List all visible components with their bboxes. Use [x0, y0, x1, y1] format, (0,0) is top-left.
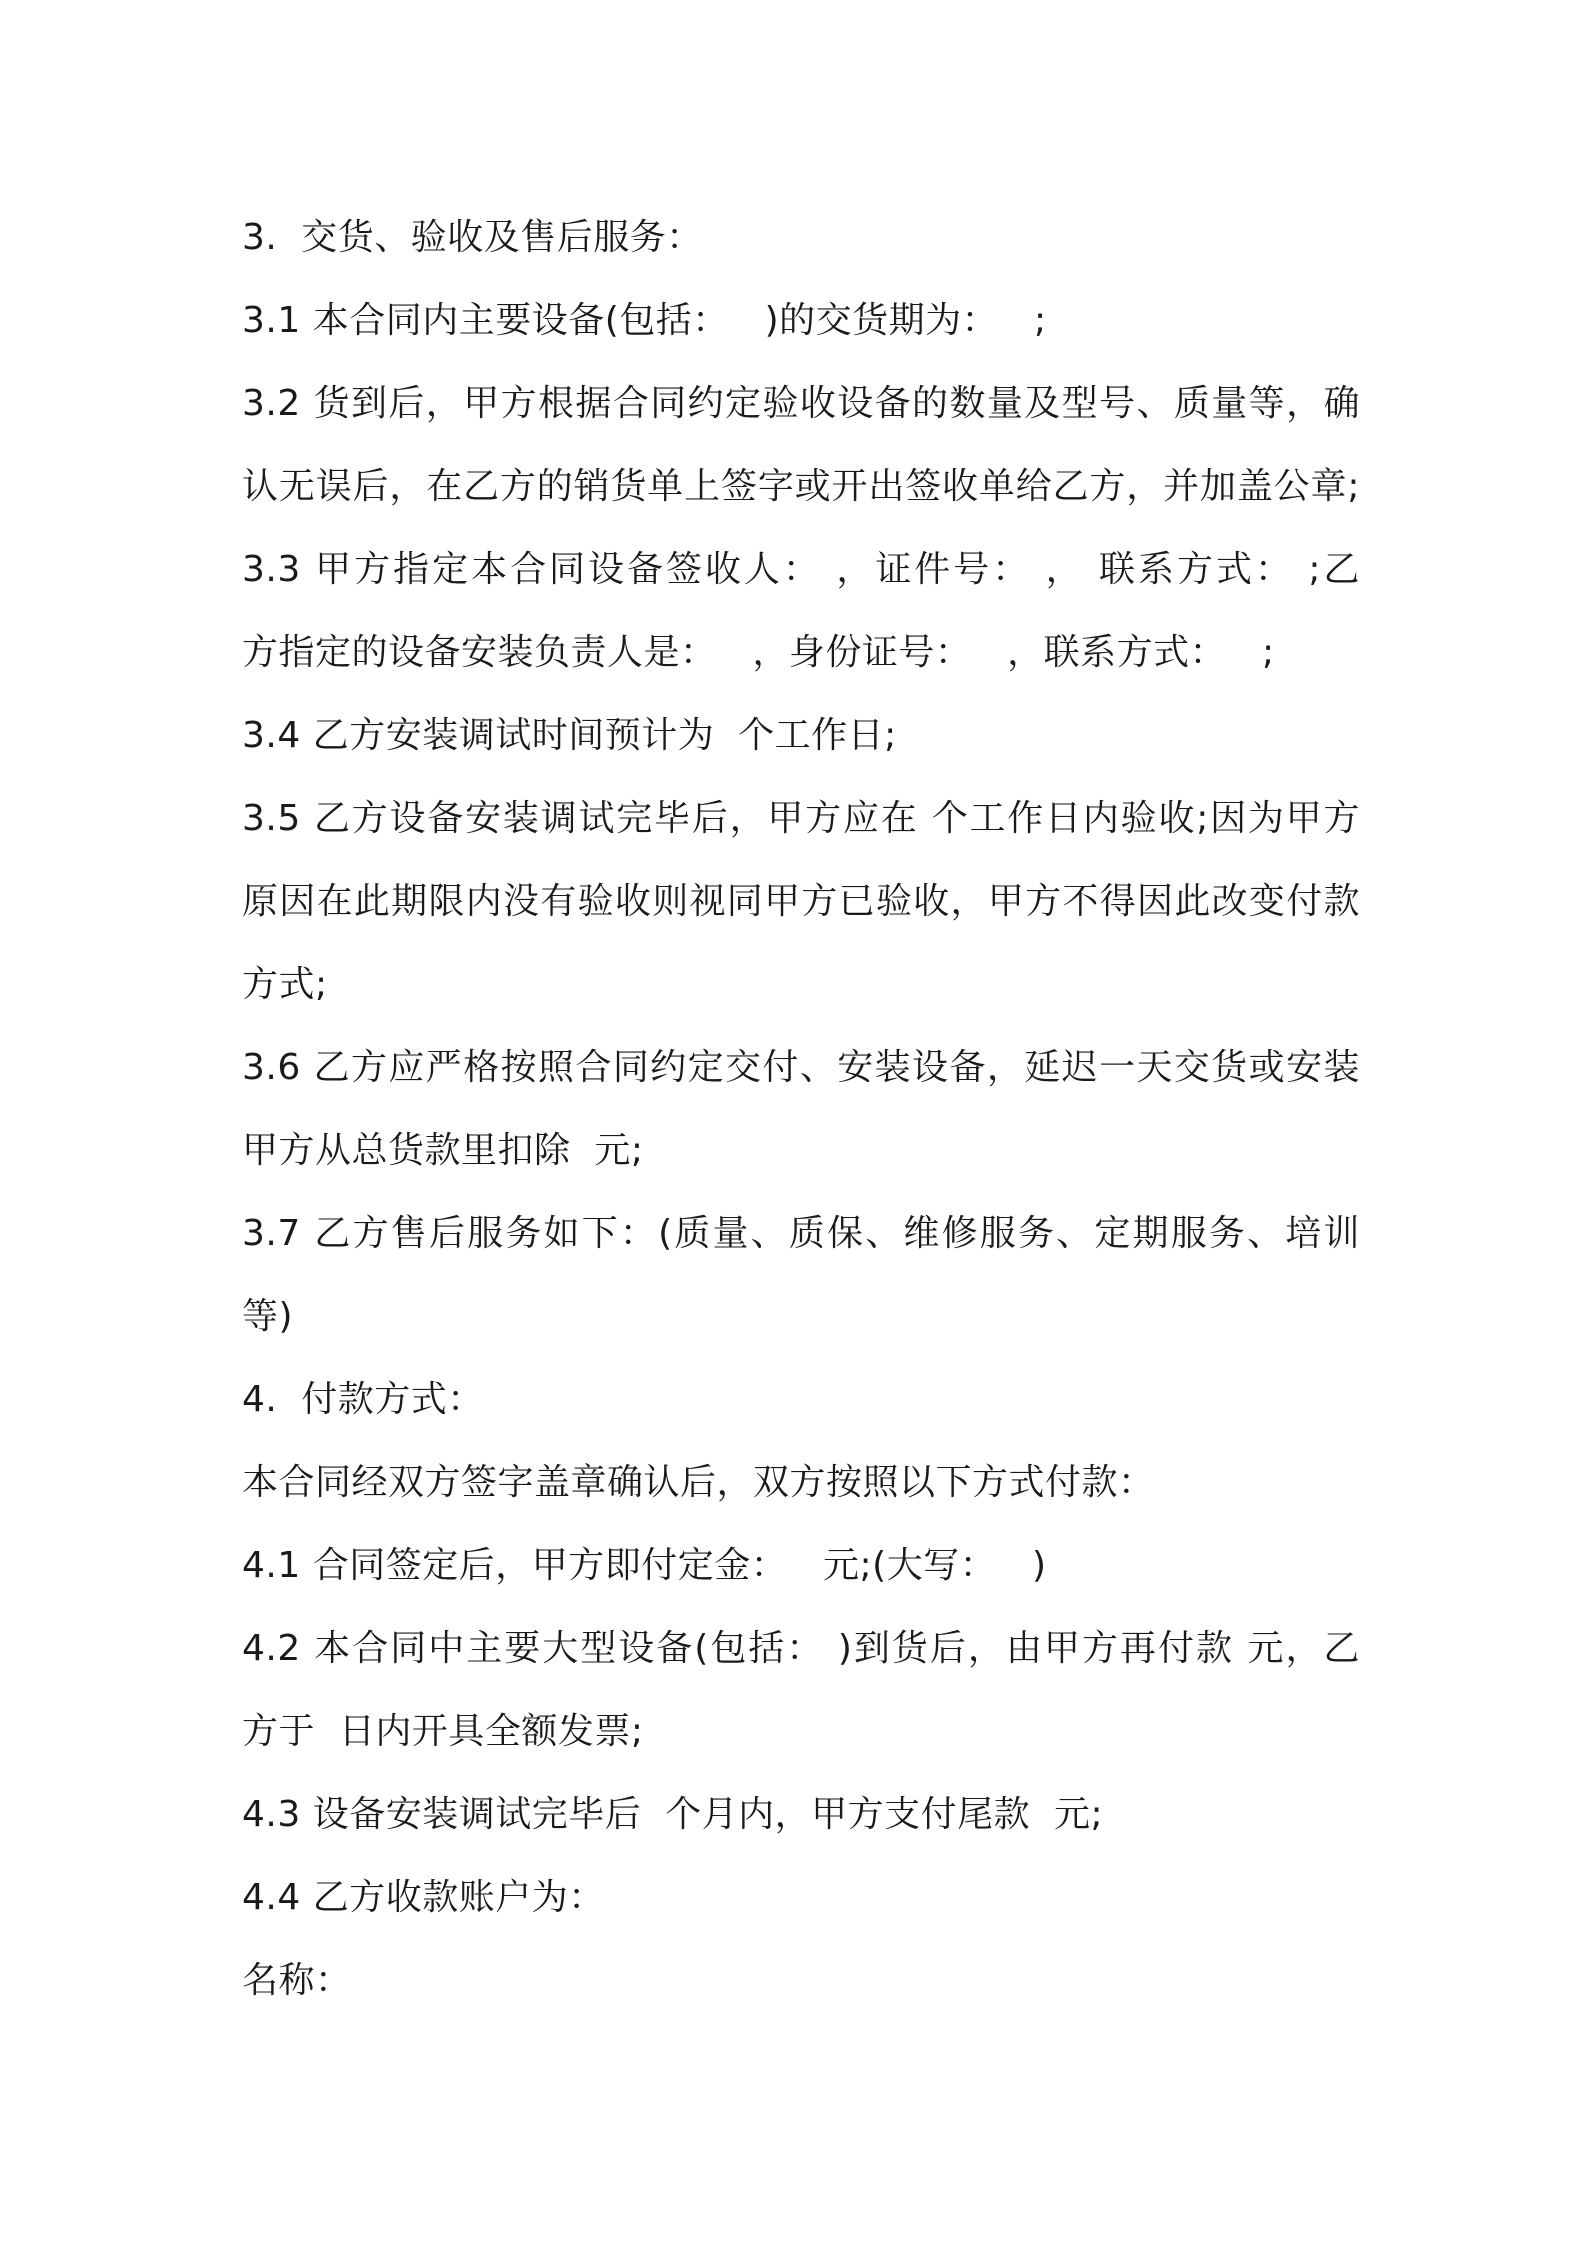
- clause-3-6-line-1: 3.6 乙方应严格按照合同约定交付、安装设备，延迟一天交货或安装: [242, 1047, 1360, 1088]
- clause-4-1: 4.1 合同签定后，甲方即付定金： 元;(大写： ): [242, 1545, 1047, 1586]
- section-3-heading: 3. 交货、验收及售后服务：: [242, 217, 703, 258]
- section-4-heading: 4. 付款方式：: [242, 1379, 484, 1420]
- clause-4-3: 4.3 设备安装调试完毕后 个月内，甲方支付尾款 元;: [242, 1794, 1104, 1835]
- clause-4-2-line-1: 4.2 本合同中主要大型设备(包括： )到货后，由甲方再付款 元，乙: [242, 1628, 1360, 1669]
- clause-3-3-line-2: 方指定的设备安装负责人是： ，身份证号： ，联系方式： ;: [242, 632, 1275, 673]
- document-body: [242, 196, 1360, 2022]
- clause-3-4: 3.4 乙方安装调试时间预计为 个工作日;: [242, 715, 897, 756]
- clause-4-2-line-2: 方于 日内开具全额发票;: [242, 1711, 644, 1752]
- clause-3-2-line-1: 3.2 货到后，甲方根据合同约定验收设备的数量及型号、质量等，确: [242, 383, 1360, 424]
- clause-3-5-line-3: 方式;: [242, 964, 328, 1005]
- account-name-label: 名称：: [242, 1960, 352, 2001]
- clause-3-2-line-2: 认无误后，在乙方的销货单上签字或开出签收单给乙方，并加盖公章;: [242, 466, 1360, 507]
- section-4-intro: 本合同经双方签字盖章确认后，双方按照以下方式付款：: [242, 1462, 1155, 1503]
- clause-3-7-line-1: 3.7 乙方售后服务如下：(质量、质保、维修服务、定期服务、培训: [242, 1213, 1360, 1254]
- clause-3-1: 3.1 本合同内主要设备(包括： )的交货期为： ;: [242, 300, 1047, 341]
- clause-4-4: 4.4 乙方收款账户为：: [242, 1877, 605, 1918]
- clause-3-6-line-2: 甲方从总货款里扣除 元;: [242, 1130, 644, 1171]
- clause-3-5-line-2: 原因在此期限内没有验收则视同甲方已验收，甲方不得因此改变付款: [242, 881, 1360, 922]
- clause-3-5-line-1: 3.5 乙方设备安装调试完毕后，甲方应在 个工作日内验收;因为甲方: [242, 798, 1360, 839]
- clause-3-7-line-2: 等): [242, 1296, 294, 1337]
- clause-3-3-line-1: 3.3 甲方指定本合同设备签收人： ，证件号： ， 联系方式： ;乙: [242, 549, 1360, 590]
